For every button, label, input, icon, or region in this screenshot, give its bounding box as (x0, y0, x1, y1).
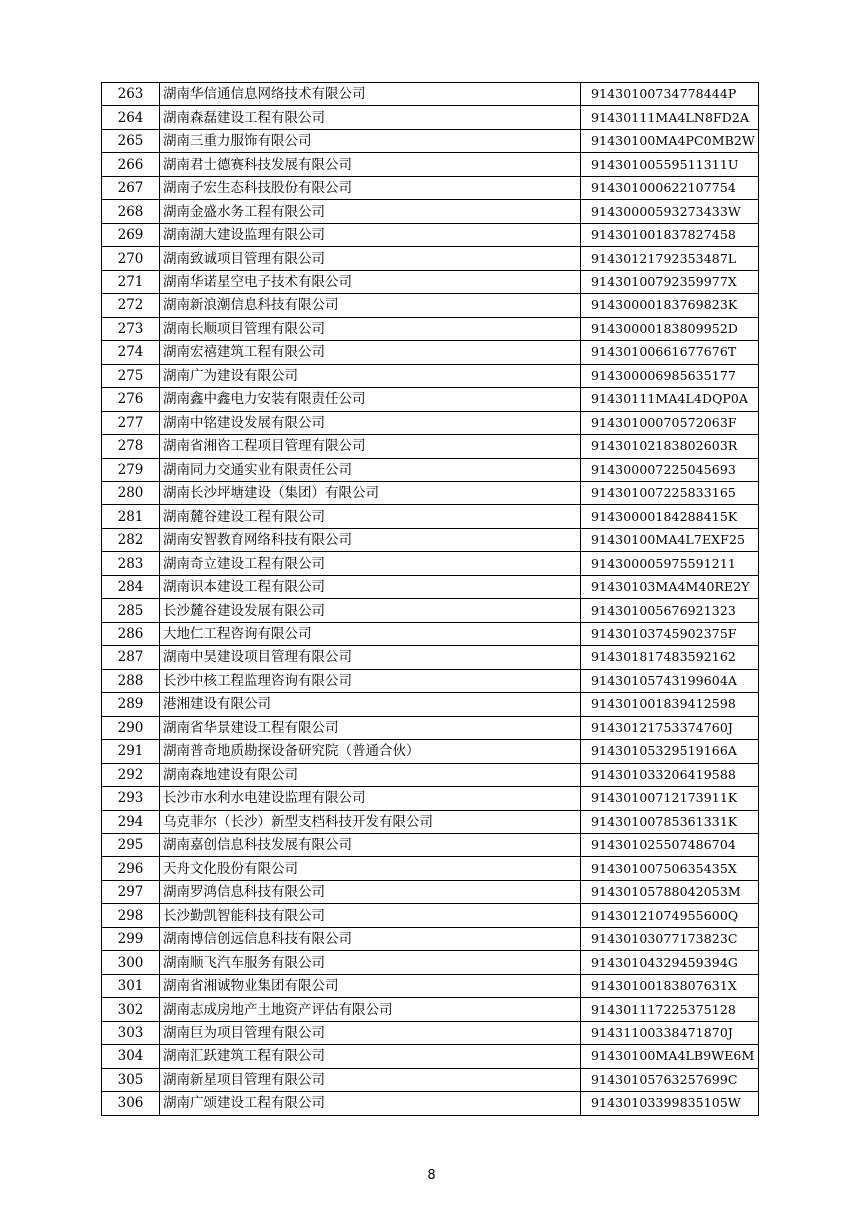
table-row (102, 411, 759, 434)
credit-code: 914301001839412598 (581, 693, 759, 716)
company-name: 湖南汇跃建筑工程有限公司 (160, 1045, 581, 1068)
company-name: 湖南省湘咨工程项目管理有限公司 (160, 435, 581, 458)
row-number: 265 (102, 129, 160, 152)
company-name: 湖南省华景建设工程有限公司 (160, 716, 581, 739)
table-row (102, 575, 759, 598)
table-row (102, 341, 759, 364)
table-row (102, 552, 759, 575)
table-row (102, 763, 759, 786)
table-row (102, 693, 759, 716)
table-row (102, 294, 759, 317)
credit-code: 914301117225375128 (581, 998, 759, 1021)
table-row (102, 740, 759, 763)
row-number: 294 (102, 810, 160, 833)
credit-code: 914301025507486704 (581, 834, 759, 857)
row-number: 293 (102, 787, 160, 810)
credit-code: 91430121792353487L (581, 247, 759, 270)
credit-code: 914301005676921323 (581, 599, 759, 622)
table-row (102, 106, 759, 129)
row-number: 266 (102, 153, 160, 176)
credit-code: 91430000183809952D (581, 317, 759, 340)
row-number: 298 (102, 904, 160, 927)
credit-code: 914301007225833165 (581, 481, 759, 504)
row-number: 282 (102, 528, 160, 551)
credit-code: 91430105329519166A (581, 740, 759, 763)
company-name: 湖南识本建设工程有限公司 (160, 575, 581, 598)
credit-code: 91430105743199604A (581, 669, 759, 692)
row-number: 301 (102, 974, 160, 997)
table-row (102, 646, 759, 669)
table-row (102, 364, 759, 387)
row-number: 277 (102, 411, 160, 434)
table-row (102, 223, 759, 246)
credit-code: 914301000622107754 (581, 176, 759, 199)
table-row (102, 834, 759, 857)
company-name: 湖南君士德赛科技发展有限公司 (160, 153, 581, 176)
row-number: 274 (102, 341, 160, 364)
credit-code: 91430100785361331K (581, 810, 759, 833)
table-row (102, 716, 759, 739)
company-name: 港湘建设有限公司 (160, 693, 581, 716)
row-number: 284 (102, 575, 160, 598)
row-number: 306 (102, 1092, 160, 1115)
row-number: 304 (102, 1045, 160, 1068)
table-row (102, 388, 759, 411)
table-row (102, 904, 759, 927)
company-name: 湖南同力交通实业有限责任公司 (160, 458, 581, 481)
company-name: 湖南鑫中鑫电力安装有限责任公司 (160, 388, 581, 411)
row-number: 280 (102, 481, 160, 504)
row-number: 268 (102, 200, 160, 223)
company-name: 长沙中核工程监理咨询有限公司 (160, 669, 581, 692)
credit-code: 914300006985635177 (581, 364, 759, 387)
table-row (102, 153, 759, 176)
company-name: 湖南新星项目管理有限公司 (160, 1068, 581, 1091)
company-table-body (102, 83, 759, 1116)
table-row (102, 1068, 759, 1091)
row-number: 302 (102, 998, 160, 1021)
table-row (102, 974, 759, 997)
row-number: 267 (102, 176, 160, 199)
row-number: 272 (102, 294, 160, 317)
company-name: 湖南华诺星空电子技术有限公司 (160, 270, 581, 293)
table-row (102, 458, 759, 481)
row-number: 285 (102, 599, 160, 622)
row-number: 269 (102, 223, 160, 246)
company-name: 湖南省湘诚物业集团有限公司 (160, 974, 581, 997)
credit-code: 91430105763257699C (581, 1068, 759, 1091)
credit-code: 91430104329459394G (581, 951, 759, 974)
table-row (102, 176, 759, 199)
table-row (102, 622, 759, 645)
credit-code: 91430100559511311U (581, 153, 759, 176)
company-name: 湖南新浪潮信息科技有限公司 (160, 294, 581, 317)
table-row (102, 1092, 759, 1115)
company-name: 湖南麓谷建设工程有限公司 (160, 505, 581, 528)
company-name: 湖南长顺项目管理有限公司 (160, 317, 581, 340)
credit-code: 91430121074955600Q (581, 904, 759, 927)
credit-code: 914301001837827458 (581, 223, 759, 246)
row-number: 275 (102, 364, 160, 387)
row-number: 273 (102, 317, 160, 340)
credit-code: 914300007225045693 (581, 458, 759, 481)
company-name: 湖南三重力服饰有限公司 (160, 129, 581, 152)
row-number: 299 (102, 927, 160, 950)
company-name: 湖南奇立建设工程有限公司 (160, 552, 581, 575)
company-name: 湖南广颂建设工程有限公司 (160, 1092, 581, 1115)
company-name: 湖南森地建设有限公司 (160, 763, 581, 786)
credit-code: 91430100712173911K (581, 787, 759, 810)
row-number: 290 (102, 716, 160, 739)
table-row (102, 810, 759, 833)
table-row (102, 998, 759, 1021)
company-name: 长沙市水利水电建设监理有限公司 (160, 787, 581, 810)
row-number: 286 (102, 622, 160, 645)
credit-code: 914301033206419588 (581, 763, 759, 786)
table-row (102, 247, 759, 270)
row-number: 297 (102, 880, 160, 903)
table-row (102, 528, 759, 551)
credit-code: 91430100183807631X (581, 974, 759, 997)
credit-code: 91430100MA4LB9WE6M (581, 1045, 759, 1068)
row-number: 291 (102, 740, 160, 763)
credit-code: 91430100070572063F (581, 411, 759, 434)
credit-code: 91430100MA4L7EXF25 (581, 528, 759, 551)
company-name: 大地仁工程咨询有限公司 (160, 622, 581, 645)
credit-code: 91430000184288415K (581, 505, 759, 528)
credit-code: 914301817483592162 (581, 646, 759, 669)
row-number: 264 (102, 106, 160, 129)
table-row (102, 270, 759, 293)
table-row (102, 435, 759, 458)
company-name: 湖南湖大建设监理有限公司 (160, 223, 581, 246)
credit-code: 91430100661677676T (581, 341, 759, 364)
row-number: 303 (102, 1021, 160, 1044)
credit-code: 91430000593273433W (581, 200, 759, 223)
table-row (102, 1021, 759, 1044)
company-name: 湖南森磊建设工程有限公司 (160, 106, 581, 129)
credit-code: 91430103399835105W (581, 1092, 759, 1115)
company-name: 湖南志成房地产土地资产评估有限公司 (160, 998, 581, 1021)
table-row (102, 83, 759, 106)
table-row (102, 200, 759, 223)
row-number: 270 (102, 247, 160, 270)
credit-code: 91430111MA4LN8FD2A (581, 106, 759, 129)
credit-code: 91430100792359977X (581, 270, 759, 293)
company-name: 长沙勤凯智能科技有限公司 (160, 904, 581, 927)
credit-code: 91430102183802603R (581, 435, 759, 458)
table-row (102, 1045, 759, 1068)
credit-code: 91430000183769823K (581, 294, 759, 317)
credit-code: 91431100338471870J (581, 1021, 759, 1044)
company-name: 湖南普奇地质勘探设备研究院（普通合伙） (160, 740, 581, 763)
row-number: 271 (102, 270, 160, 293)
company-name: 湖南中铭建设发展有限公司 (160, 411, 581, 434)
credit-code: 91430103745902375F (581, 622, 759, 645)
company-name: 乌克菲尔（长沙）新型支档科技开发有限公司 (160, 810, 581, 833)
company-name: 湖南广为建设有限公司 (160, 364, 581, 387)
company-name: 长沙麓谷建设发展有限公司 (160, 599, 581, 622)
credit-code: 91430100750635435X (581, 857, 759, 880)
table-row (102, 505, 759, 528)
row-number: 276 (102, 388, 160, 411)
company-name: 湖南顺飞汽车服务有限公司 (160, 951, 581, 974)
row-number: 288 (102, 669, 160, 692)
company-name: 湖南罗鸿信息科技有限公司 (160, 880, 581, 903)
table-row (102, 599, 759, 622)
page-number: 8 (427, 1168, 436, 1183)
table-row (102, 787, 759, 810)
company-name: 湖南长沙坪塘建设（集团）有限公司 (160, 481, 581, 504)
row-number: 278 (102, 435, 160, 458)
table-row (102, 669, 759, 692)
row-number: 292 (102, 763, 160, 786)
credit-code: 91430121753374760J (581, 716, 759, 739)
company-name: 湖南致诚项目管理有限公司 (160, 247, 581, 270)
credit-code: 91430111MA4L4DQP0A (581, 388, 759, 411)
company-name: 湖南子宏生态科技股份有限公司 (160, 176, 581, 199)
credit-code: 914300005975591211 (581, 552, 759, 575)
row-number: 300 (102, 951, 160, 974)
row-number: 296 (102, 857, 160, 880)
table-row (102, 927, 759, 950)
credit-code: 91430100734778444P (581, 83, 759, 106)
row-number: 281 (102, 505, 160, 528)
row-number: 287 (102, 646, 160, 669)
table-row (102, 880, 759, 903)
company-name: 湖南中昊建设项目管理有限公司 (160, 646, 581, 669)
company-name: 湖南博信创远信息科技有限公司 (160, 927, 581, 950)
company-name: 湖南宏禧建筑工程有限公司 (160, 341, 581, 364)
table-row (102, 857, 759, 880)
row-number: 263 (102, 83, 160, 106)
company-name: 湖南金盛水务工程有限公司 (160, 200, 581, 223)
credit-code: 91430103MA4M40RE2Y (581, 575, 759, 598)
company-table (101, 82, 759, 1116)
table-row (102, 129, 759, 152)
company-name: 湖南安智教育网络科技有限公司 (160, 528, 581, 551)
credit-code: 91430103077173823C (581, 927, 759, 950)
credit-code: 91430105788042053M (581, 880, 759, 903)
row-number: 295 (102, 834, 160, 857)
table-row (102, 951, 759, 974)
company-name: 湖南嘉创信息科技发展有限公司 (160, 834, 581, 857)
row-number: 283 (102, 552, 160, 575)
company-name: 湖南巨为项目管理有限公司 (160, 1021, 581, 1044)
company-name: 天舟文化股份有限公司 (160, 857, 581, 880)
row-number: 279 (102, 458, 160, 481)
company-name: 湖南华信通信息网络技术有限公司 (160, 83, 581, 106)
table-row (102, 481, 759, 504)
row-number: 305 (102, 1068, 160, 1091)
credit-code: 91430100MA4PC0MB2W (581, 129, 759, 152)
row-number: 289 (102, 693, 160, 716)
table-row (102, 317, 759, 340)
